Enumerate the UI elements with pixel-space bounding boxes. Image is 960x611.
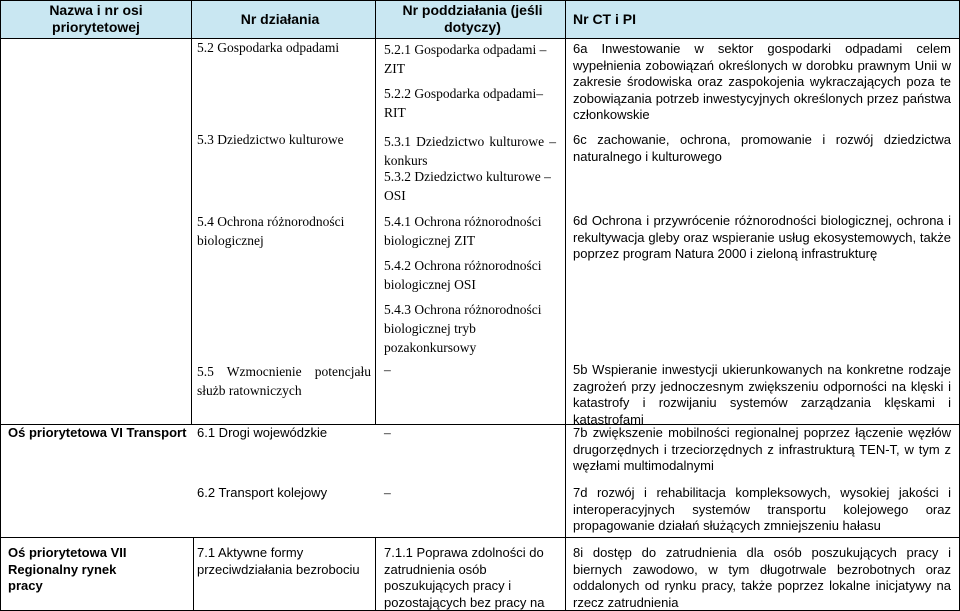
table-border bbox=[375, 537, 376, 611]
axis-vii: Oś priorytetowa VII Regionalny rynek pracy bbox=[8, 545, 127, 593]
ct-6c: 6c zachowanie, ochrona, promowanie i rozwój dziedzictwa naturalnego i kulturowego bbox=[573, 132, 951, 164]
header-axis: Nazwa i nr osi priorytetowej bbox=[49, 2, 143, 35]
subaction-5-2-2: 5.2.2 Gospodarka odpadami– RIT bbox=[384, 86, 543, 120]
table-border bbox=[0, 38, 960, 39]
ct-5b: 5b Wspieranie inwestycji ukierunkowanych na konkretne rodzaje zagrożeń przy jednoczesnym zwiększeniu odporności na klęski i katastrofy i rozwijaniu systemów zarządzania klęskami i katastrofami bbox=[573, 362, 951, 427]
subaction-5-2-1: 5.2.1 Gospodarka odpadami – ZIT bbox=[384, 42, 547, 76]
action-6-1: 6.1 Drogi wojewódzkie bbox=[197, 425, 328, 440]
action-5-4: 5.4 Ochrona różnorodności biologicznej bbox=[197, 214, 345, 248]
table-border bbox=[191, 0, 192, 424]
ct-8i: 8i dostęp do zatrudnienia dla osób poszukujących pracy i biernych zawodowo, w tym długotrwale bezrobotnych oraz oddalonych od rynku pracy, także poprzez lokalne inicjatywy na rzecz zatrudnienia bbox=[573, 545, 951, 610]
subaction-5-5: – bbox=[384, 362, 391, 377]
ct-6d: 6d Ochrona i przywrócenie różnorodności biologicznej, ochrona i rekultywacja gleby oraz wspieranie usług ekosystemowych, także poprzez program Natura 2000 i zieloną infrastrukturę bbox=[573, 213, 951, 261]
header-subaction: Nr poddziałania (jeśli dotyczy) bbox=[402, 2, 543, 35]
table-border bbox=[375, 0, 376, 424]
subaction-5-4-3: 5.4.3 Ochrona różnorodności biologicznej tryb pozakonkursowy bbox=[384, 302, 542, 355]
subaction-7-1-1: 7.1.1 Poprawa zdolności do zatrudnienia osób poszukujących pracy i pozostających bez pracy na bbox=[384, 545, 545, 610]
action-5-2: 5.2 Gospodarka odpadami bbox=[197, 40, 340, 55]
action-7-1: 7.1 Aktywne formy przeciwdziałania bezrobociu bbox=[197, 545, 360, 577]
action-5-5: 5.5 Wzmocnienie potencjału służb ratowniczych bbox=[197, 364, 371, 398]
header-ct: Nr CT i PI bbox=[573, 11, 637, 27]
table-border bbox=[0, 0, 960, 1]
table-border bbox=[193, 537, 194, 611]
header-action: Nr działania bbox=[240, 11, 320, 27]
table-border bbox=[0, 537, 960, 538]
subaction-6-1: – bbox=[384, 425, 391, 440]
ct-6a: 6a Inwestowanie w sektor gospodarki odpadami celem wypełnienia zobowiązań określonych w dorobku prawnym Unii w zakresie środowiska oraz zaspokojenia wykraczających poza te zobowiązania potrzeb inwestycyjnych określonych przez państwa członkowskie bbox=[573, 41, 951, 122]
subaction-5-4-2: 5.4.2 Ochrona różnorodności biologicznej OSI bbox=[384, 258, 542, 292]
subaction-6-2: – bbox=[384, 485, 391, 500]
ct-7d: 7d rozwój i rehabilitacja kompleksowych, wysokiej jakości i interoperacyjnych systemów transportu kolejowego oraz propagowanie działań służących zmniejszeniu hałasu bbox=[573, 485, 951, 533]
ct-7b: 7b zwiększenie mobilności regionalnej poprzez łączenie węzłów drugorzędnych i trzeciorzędnych z infrastrukturą TEN-T, w tym z węzłami multimodalnymi bbox=[573, 425, 951, 473]
subaction-5-3-1: 5.3.1 Dziedzictwo kulturowe – konkurs bbox=[384, 134, 556, 168]
action-6-2: 6.2 Transport kolejowy bbox=[197, 485, 328, 500]
axis-vi: Oś priorytetowa VI Transport bbox=[8, 425, 187, 440]
action-5-3: 5.3 Dziedzictwo kulturowe bbox=[197, 132, 344, 147]
subaction-5-3-2: 5.3.2 Dziedzictwo kulturowe – OSI bbox=[384, 169, 551, 203]
subaction-5-4-1: 5.4.1 Ochrona różnorodności biologicznej ZIT bbox=[384, 214, 542, 248]
table-border bbox=[0, 0, 1, 611]
table-border bbox=[565, 0, 566, 611]
